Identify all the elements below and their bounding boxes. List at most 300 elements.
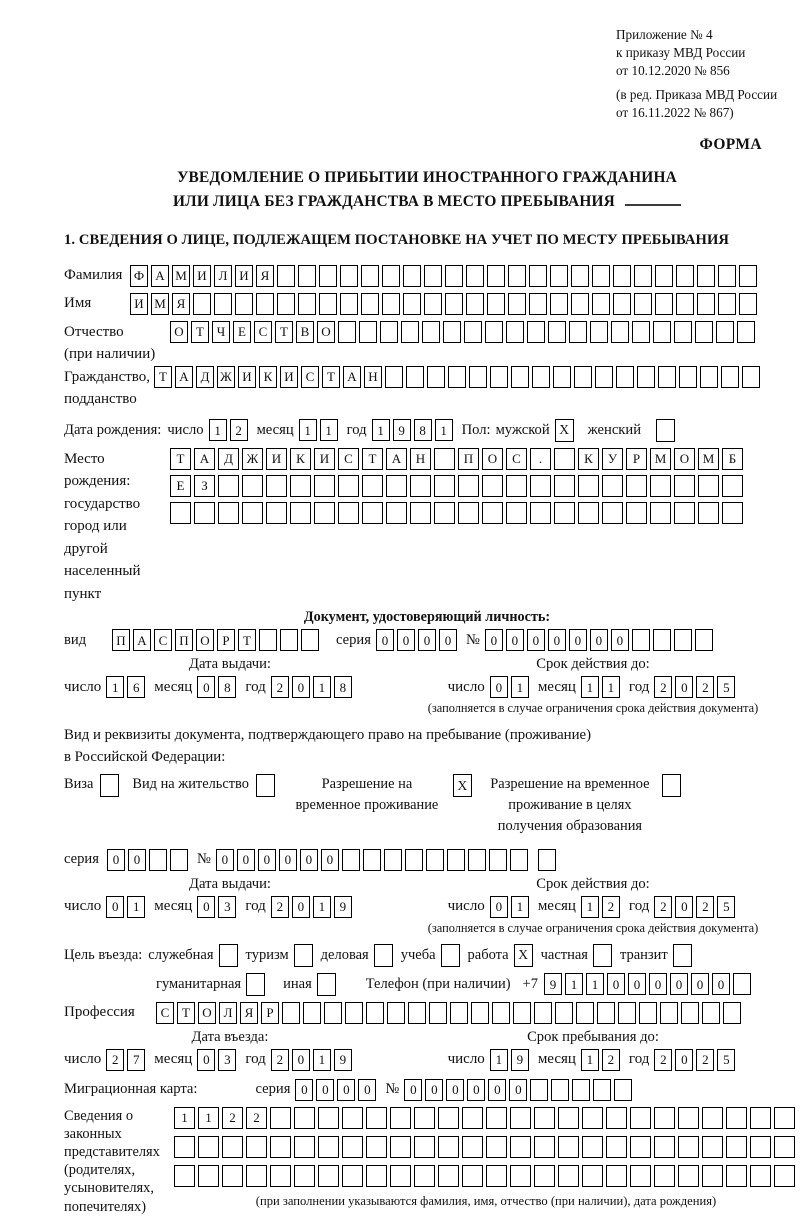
char-cell[interactable]	[658, 366, 676, 388]
char-cell[interactable]	[218, 475, 239, 497]
identity-number-cells[interactable]	[485, 629, 716, 651]
char-cell[interactable]	[676, 293, 694, 315]
char-cell[interactable]: С	[506, 448, 527, 470]
char-cell[interactable]	[447, 849, 465, 871]
char-cell[interactable]	[606, 1165, 627, 1187]
char-cell[interactable]	[338, 502, 359, 524]
representatives-cells-row2[interactable]	[174, 1136, 798, 1158]
birth-month-cells[interactable]	[299, 419, 341, 441]
char-cell[interactable]	[340, 265, 358, 287]
stay-year-cells[interactable]	[654, 1049, 738, 1071]
char-cell[interactable]	[726, 1165, 747, 1187]
char-cell[interactable]	[486, 1165, 507, 1187]
char-cell[interactable]: И	[266, 448, 287, 470]
char-cell[interactable]: 1	[313, 1049, 331, 1071]
char-cell[interactable]	[242, 475, 263, 497]
char-cell[interactable]	[390, 1165, 411, 1187]
char-cell[interactable]	[438, 1107, 459, 1129]
char-cell[interactable]	[774, 1107, 795, 1129]
char-cell[interactable]	[363, 849, 381, 871]
char-cell[interactable]	[361, 265, 379, 287]
char-cell[interactable]: И	[238, 366, 256, 388]
char-cell[interactable]: Т	[154, 366, 172, 388]
char-cell[interactable]	[510, 849, 528, 871]
char-cell[interactable]	[554, 448, 575, 470]
char-cell[interactable]	[345, 1002, 363, 1024]
migration-number-cells[interactable]	[404, 1079, 635, 1101]
char-cell[interactable]	[424, 293, 442, 315]
char-cell[interactable]: Я	[256, 265, 274, 287]
char-cell[interactable]	[282, 1002, 300, 1024]
char-cell[interactable]: А	[133, 629, 151, 651]
char-cell[interactable]: Т	[238, 629, 256, 651]
char-cell[interactable]	[235, 293, 253, 315]
char-cell[interactable]	[613, 265, 631, 287]
char-cell[interactable]	[403, 265, 421, 287]
char-cell[interactable]	[487, 293, 505, 315]
char-cell[interactable]	[390, 1136, 411, 1158]
char-cell[interactable]	[450, 1002, 468, 1024]
char-cell[interactable]	[401, 321, 419, 343]
char-cell[interactable]	[270, 1165, 291, 1187]
char-cell[interactable]	[362, 475, 383, 497]
char-cell[interactable]	[270, 1136, 291, 1158]
citizenship-cells[interactable]	[154, 366, 763, 388]
patronymic-cells[interactable]	[170, 321, 758, 343]
representatives-cells-row1[interactable]	[174, 1107, 798, 1129]
char-cell[interactable]: 2	[654, 896, 672, 918]
char-cell[interactable]: 1	[313, 896, 331, 918]
char-cell[interactable]: О	[196, 629, 214, 651]
char-cell[interactable]	[506, 321, 524, 343]
char-cell[interactable]	[298, 265, 316, 287]
char-cell[interactable]: Л	[219, 1002, 237, 1024]
char-cell[interactable]: П	[112, 629, 130, 651]
char-cell[interactable]	[551, 1079, 569, 1101]
char-cell[interactable]	[506, 502, 527, 524]
char-cell[interactable]	[637, 366, 655, 388]
char-cell[interactable]	[532, 366, 550, 388]
char-cell[interactable]	[508, 265, 526, 287]
char-cell[interactable]	[555, 1002, 573, 1024]
char-cell[interactable]: 2	[696, 896, 714, 918]
char-cell[interactable]: 6	[127, 676, 145, 698]
char-cell[interactable]	[390, 1107, 411, 1129]
char-cell[interactable]	[739, 265, 757, 287]
char-cell[interactable]	[342, 849, 360, 871]
birth-place-cells-row2[interactable]	[170, 475, 746, 497]
char-cell[interactable]	[385, 366, 403, 388]
char-cell[interactable]: Т	[322, 366, 340, 388]
char-cell[interactable]	[266, 475, 287, 497]
char-cell[interactable]	[342, 1165, 363, 1187]
residence-issue-year-cells[interactable]	[271, 896, 355, 918]
char-cell[interactable]: 0	[376, 629, 394, 651]
char-cell[interactable]	[194, 502, 215, 524]
char-cell[interactable]	[414, 1165, 435, 1187]
identity-expiry-day-cells[interactable]	[490, 676, 532, 698]
char-cell[interactable]: 2	[696, 1049, 714, 1071]
residence-expiry-day-cells[interactable]	[490, 896, 532, 918]
char-cell[interactable]	[422, 321, 440, 343]
char-cell[interactable]	[576, 1002, 594, 1024]
char-cell[interactable]: 1	[511, 896, 529, 918]
char-cell[interactable]	[726, 1136, 747, 1158]
char-cell[interactable]	[408, 1002, 426, 1024]
char-cell[interactable]	[170, 502, 191, 524]
char-cell[interactable]	[434, 502, 455, 524]
char-cell[interactable]	[739, 293, 757, 315]
char-cell[interactable]	[530, 475, 551, 497]
char-cell[interactable]	[726, 1107, 747, 1129]
char-cell[interactable]	[626, 475, 647, 497]
char-cell[interactable]: 0	[337, 1079, 355, 1101]
char-cell[interactable]	[198, 1136, 219, 1158]
char-cell[interactable]: 2	[271, 676, 289, 698]
char-cell[interactable]: Д	[196, 366, 214, 388]
char-cell[interactable]: Ж	[242, 448, 263, 470]
char-cell[interactable]	[256, 293, 274, 315]
char-cell[interactable]: 0	[321, 849, 339, 871]
char-cell[interactable]	[630, 1136, 651, 1158]
char-cell[interactable]	[362, 502, 383, 524]
char-cell[interactable]	[527, 321, 545, 343]
char-cell[interactable]: 0	[670, 973, 688, 995]
identity-series-cells[interactable]	[376, 629, 460, 651]
char-cell[interactable]	[510, 1107, 531, 1129]
char-cell[interactable]: О	[170, 321, 188, 343]
char-cell[interactable]: И	[130, 293, 148, 315]
char-cell[interactable]: К	[259, 366, 277, 388]
residence-number-cells[interactable]	[216, 849, 559, 871]
char-cell[interactable]: С	[154, 629, 172, 651]
char-cell[interactable]	[462, 1107, 483, 1129]
char-cell[interactable]: 0	[106, 896, 124, 918]
char-cell[interactable]	[170, 849, 188, 871]
char-cell[interactable]	[259, 629, 277, 651]
sex-female-checkbox[interactable]	[656, 419, 675, 442]
char-cell[interactable]: 9	[334, 1049, 352, 1071]
char-cell[interactable]	[676, 265, 694, 287]
char-cell[interactable]	[702, 1107, 723, 1129]
char-cell[interactable]: 2	[696, 676, 714, 698]
char-cell[interactable]	[538, 849, 556, 871]
char-cell[interactable]	[723, 1002, 741, 1024]
char-cell[interactable]: 0	[418, 629, 436, 651]
char-cell[interactable]	[534, 1107, 555, 1129]
char-cell[interactable]	[632, 321, 650, 343]
char-cell[interactable]: 5	[717, 676, 735, 698]
char-cell[interactable]: К	[290, 448, 311, 470]
char-cell[interactable]	[338, 321, 356, 343]
char-cell[interactable]	[486, 1107, 507, 1129]
char-cell[interactable]	[448, 366, 466, 388]
char-cell[interactable]: 2	[106, 1049, 124, 1071]
char-cell[interactable]	[482, 502, 503, 524]
char-cell[interactable]	[314, 475, 335, 497]
char-cell[interactable]: 2	[271, 1049, 289, 1071]
char-cell[interactable]	[458, 475, 479, 497]
char-cell[interactable]	[508, 293, 526, 315]
char-cell[interactable]	[482, 475, 503, 497]
char-cell[interactable]	[342, 1136, 363, 1158]
char-cell[interactable]: П	[175, 629, 193, 651]
char-cell[interactable]	[558, 1136, 579, 1158]
char-cell[interactable]	[660, 1002, 678, 1024]
char-cell[interactable]	[634, 265, 652, 287]
char-cell[interactable]: Р	[261, 1002, 279, 1024]
char-cell[interactable]	[613, 293, 631, 315]
char-cell[interactable]	[572, 1079, 590, 1101]
char-cell[interactable]: М	[172, 265, 190, 287]
char-cell[interactable]	[630, 1107, 651, 1129]
char-cell[interactable]: 0	[446, 1079, 464, 1101]
char-cell[interactable]: 1	[602, 676, 620, 698]
char-cell[interactable]: Т	[170, 448, 191, 470]
char-cell[interactable]: А	[343, 366, 361, 388]
char-cell[interactable]	[574, 366, 592, 388]
char-cell[interactable]	[487, 265, 505, 287]
char-cell[interactable]	[338, 475, 359, 497]
char-cell[interactable]: Ф	[130, 265, 148, 287]
char-cell[interactable]: 1	[320, 419, 338, 441]
char-cell[interactable]: 2	[602, 1049, 620, 1071]
char-cell[interactable]	[650, 502, 671, 524]
char-cell[interactable]	[674, 475, 695, 497]
char-cell[interactable]: 0	[527, 629, 545, 651]
char-cell[interactable]	[280, 629, 298, 651]
char-cell[interactable]	[464, 321, 482, 343]
char-cell[interactable]: 0	[216, 849, 234, 871]
char-cell[interactable]: И	[314, 448, 335, 470]
char-cell[interactable]: 0	[300, 849, 318, 871]
char-cell[interactable]	[386, 475, 407, 497]
char-cell[interactable]	[443, 321, 461, 343]
purpose-business-checkbox[interactable]	[374, 944, 393, 967]
char-cell[interactable]: 2	[222, 1107, 243, 1129]
char-cell[interactable]	[513, 1002, 531, 1024]
char-cell[interactable]	[718, 265, 736, 287]
char-cell[interactable]: Ч	[212, 321, 230, 343]
char-cell[interactable]: 2	[602, 896, 620, 918]
char-cell[interactable]: 0	[316, 1079, 334, 1101]
char-cell[interactable]	[290, 502, 311, 524]
char-cell[interactable]: 1	[565, 973, 583, 995]
char-cell[interactable]: К	[578, 448, 599, 470]
char-cell[interactable]: 0	[675, 896, 693, 918]
char-cell[interactable]	[530, 1079, 548, 1101]
purpose-private-checkbox[interactable]	[593, 944, 612, 967]
char-cell[interactable]: А	[175, 366, 193, 388]
char-cell[interactable]: 0	[611, 629, 629, 651]
char-cell[interactable]: 0	[548, 629, 566, 651]
char-cell[interactable]	[277, 293, 295, 315]
char-cell[interactable]	[654, 1165, 675, 1187]
char-cell[interactable]	[340, 293, 358, 315]
char-cell[interactable]	[468, 849, 486, 871]
char-cell[interactable]: 0	[295, 1079, 313, 1101]
birth-place-cells-row3[interactable]	[170, 502, 746, 524]
char-cell[interactable]	[554, 502, 575, 524]
char-cell[interactable]: 9	[544, 973, 562, 995]
char-cell[interactable]: .	[530, 448, 551, 470]
purpose-study-checkbox[interactable]	[441, 944, 460, 967]
char-cell[interactable]	[534, 1002, 552, 1024]
char-cell[interactable]	[174, 1136, 195, 1158]
char-cell[interactable]: В	[296, 321, 314, 343]
char-cell[interactable]	[384, 849, 402, 871]
char-cell[interactable]	[534, 1136, 555, 1158]
char-cell[interactable]	[550, 265, 568, 287]
char-cell[interactable]	[510, 1136, 531, 1158]
char-cell[interactable]: Н	[410, 448, 431, 470]
char-cell[interactable]	[614, 1079, 632, 1101]
char-cell[interactable]: 0	[506, 629, 524, 651]
char-cell[interactable]: 0	[404, 1079, 422, 1101]
char-cell[interactable]	[553, 366, 571, 388]
char-cell[interactable]	[380, 321, 398, 343]
char-cell[interactable]: 0	[712, 973, 730, 995]
identity-issue-month-cells[interactable]	[197, 676, 239, 698]
char-cell[interactable]	[319, 265, 337, 287]
char-cell[interactable]	[558, 1107, 579, 1129]
char-cell[interactable]: Е	[170, 475, 191, 497]
char-cell[interactable]	[678, 1136, 699, 1158]
char-cell[interactable]	[427, 366, 445, 388]
char-cell[interactable]: 0	[292, 1049, 310, 1071]
char-cell[interactable]	[678, 1165, 699, 1187]
char-cell[interactable]	[242, 502, 263, 524]
char-cell[interactable]: 3	[218, 1049, 236, 1071]
birth-place-cells-row1[interactable]	[170, 448, 746, 470]
char-cell[interactable]: 0	[675, 676, 693, 698]
char-cell[interactable]	[462, 1136, 483, 1158]
char-cell[interactable]: 0	[691, 973, 709, 995]
char-cell[interactable]	[718, 293, 736, 315]
char-cell[interactable]: И	[235, 265, 253, 287]
char-cell[interactable]	[697, 265, 715, 287]
char-cell[interactable]: 1	[198, 1107, 219, 1129]
char-cell[interactable]: 0	[490, 676, 508, 698]
char-cell[interactable]: 9	[393, 419, 411, 441]
char-cell[interactable]: 8	[334, 676, 352, 698]
char-cell[interactable]: 0	[490, 896, 508, 918]
char-cell[interactable]	[529, 265, 547, 287]
char-cell[interactable]	[582, 1136, 603, 1158]
char-cell[interactable]	[246, 1136, 267, 1158]
profession-cells[interactable]	[156, 1002, 744, 1024]
purpose-other-checkbox[interactable]	[317, 973, 336, 996]
char-cell[interactable]: А	[386, 448, 407, 470]
char-cell[interactable]: И	[280, 366, 298, 388]
char-cell[interactable]	[529, 293, 547, 315]
char-cell[interactable]: О	[317, 321, 335, 343]
char-cell[interactable]	[445, 265, 463, 287]
char-cell[interactable]	[654, 1107, 675, 1129]
char-cell[interactable]	[733, 973, 751, 995]
purpose-work-checkbox[interactable]: X	[514, 944, 533, 967]
char-cell[interactable]	[582, 1165, 603, 1187]
char-cell[interactable]: 0	[439, 629, 457, 651]
char-cell[interactable]: М	[151, 293, 169, 315]
char-cell[interactable]	[405, 849, 423, 871]
char-cell[interactable]: 0	[258, 849, 276, 871]
entry-day-cells[interactable]	[106, 1049, 148, 1071]
char-cell[interactable]	[193, 293, 211, 315]
char-cell[interactable]: Я	[172, 293, 190, 315]
char-cell[interactable]	[695, 321, 713, 343]
char-cell[interactable]: 0	[509, 1079, 527, 1101]
char-cell[interactable]	[469, 366, 487, 388]
char-cell[interactable]	[650, 475, 671, 497]
option-visa-checkbox[interactable]	[100, 774, 119, 797]
char-cell[interactable]: 0	[590, 629, 608, 651]
char-cell[interactable]: 9	[511, 1049, 529, 1071]
char-cell[interactable]	[218, 502, 239, 524]
char-cell[interactable]	[698, 502, 719, 524]
char-cell[interactable]	[424, 265, 442, 287]
char-cell[interactable]: 1	[106, 676, 124, 698]
char-cell[interactable]	[774, 1165, 795, 1187]
char-cell[interactable]	[702, 1136, 723, 1158]
char-cell[interactable]	[590, 321, 608, 343]
char-cell[interactable]	[361, 293, 379, 315]
residence-expiry-month-cells[interactable]	[581, 896, 623, 918]
char-cell[interactable]	[426, 849, 444, 871]
char-cell[interactable]	[270, 1107, 291, 1129]
char-cell[interactable]	[294, 1165, 315, 1187]
char-cell[interactable]: 8	[218, 676, 236, 698]
char-cell[interactable]	[626, 502, 647, 524]
char-cell[interactable]	[653, 629, 671, 651]
residence-expiry-year-cells[interactable]	[654, 896, 738, 918]
char-cell[interactable]	[653, 321, 671, 343]
char-cell[interactable]: 1	[127, 896, 145, 918]
char-cell[interactable]: 1	[435, 419, 453, 441]
char-cell[interactable]	[366, 1136, 387, 1158]
phone-cells[interactable]	[544, 973, 754, 995]
stay-month-cells[interactable]	[581, 1049, 623, 1071]
char-cell[interactable]	[593, 1079, 611, 1101]
char-cell[interactable]	[438, 1136, 459, 1158]
char-cell[interactable]	[246, 1165, 267, 1187]
char-cell[interactable]: М	[650, 448, 671, 470]
char-cell[interactable]	[486, 1136, 507, 1158]
sex-male-checkbox[interactable]: X	[555, 419, 574, 442]
char-cell[interactable]: З	[194, 475, 215, 497]
char-cell[interactable]: О	[198, 1002, 216, 1024]
entry-month-cells[interactable]	[197, 1049, 239, 1071]
char-cell[interactable]	[429, 1002, 447, 1024]
char-cell[interactable]	[445, 293, 463, 315]
char-cell[interactable]: 0	[675, 1049, 693, 1071]
char-cell[interactable]: 0	[107, 849, 125, 871]
char-cell[interactable]	[750, 1165, 771, 1187]
char-cell[interactable]: 7	[127, 1049, 145, 1071]
char-cell[interactable]: А	[151, 265, 169, 287]
char-cell[interactable]	[301, 629, 319, 651]
char-cell[interactable]: Я	[240, 1002, 258, 1024]
name-cells[interactable]	[130, 293, 760, 315]
birth-year-cells[interactable]	[372, 419, 456, 441]
purpose-transit-checkbox[interactable]	[673, 944, 692, 967]
char-cell[interactable]: 8	[414, 419, 432, 441]
char-cell[interactable]: С	[338, 448, 359, 470]
char-cell[interactable]	[492, 1002, 510, 1024]
residence-series-cells[interactable]	[107, 849, 191, 871]
residence-issue-month-cells[interactable]	[197, 896, 239, 918]
char-cell[interactable]: 0	[292, 676, 310, 698]
